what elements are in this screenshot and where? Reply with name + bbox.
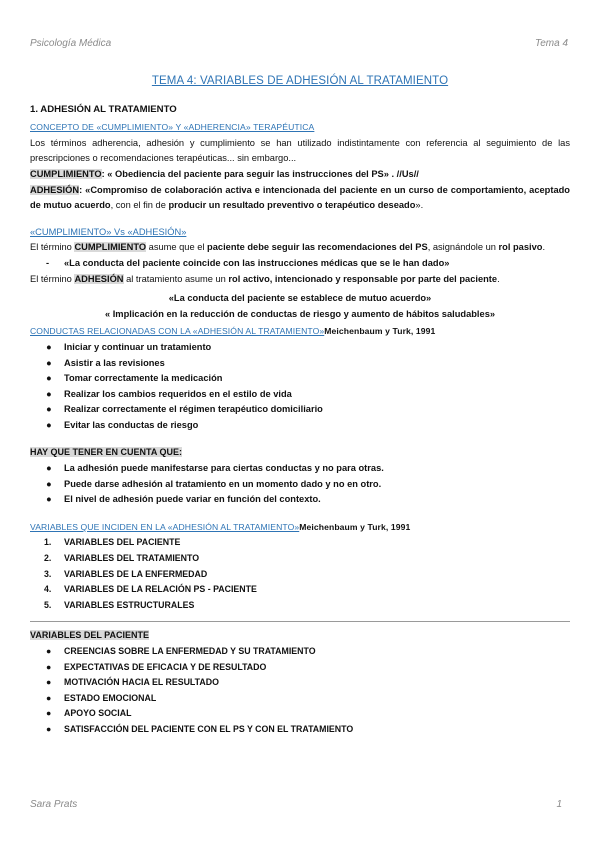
header-subject: Psicología Médica [30,38,112,49]
variables-heading: VARIABLES QUE INCIDEN EN LA «ADHESIÓN AL TRATAMIENTO» [30,521,300,532]
versus-bold-text: rol activo, intencionado y responsable por parte del paciente [228,273,498,284]
bullet-marker: ● [46,341,52,352]
versus-text: . [542,242,546,253]
cumplimiento-definition [30,167,570,183]
versus-text: al tratamiento asume un [123,273,229,284]
list-item [30,706,570,722]
list-item [30,340,570,356]
list-item [30,675,570,691]
conductas-list [30,340,570,434]
bullet-marker: ● [46,494,52,505]
concept-heading: CONCEPTO DE «CUMPLIMIENTO» Y «ADHERENCIA» TERAPÉUTICA [30,122,315,133]
quote-implication: « Implicación en la reducción de conductas de riesgo y aumento de hábitos saludables» [104,308,496,319]
footer-author: Sara Prats [30,799,78,810]
list-item-text: Realizar correctamente el régimen terapéutico domiciliario [64,404,323,415]
versus-text: . [497,273,500,284]
dash-marker: - [46,257,50,268]
list-item-text: CREENCIAS SOBRE LA ENFERMEDAD Y SU TRATAMIENTO [64,646,316,656]
list-item [30,660,570,676]
versus-text: asume que el [146,242,208,253]
page-number: 1 [556,799,562,810]
list-number: 2. [44,553,52,564]
list-item-text: Puede darse adhesión al tratamiento en un momento dado y no en otro. [64,478,382,489]
dash-text: «La conducta del paciente coincide con las instrucciones médicas que se le han dado» [64,257,450,268]
list-item-text: VARIABLES DE LA RELACIÓN PS - PACIENTE [64,584,257,595]
header-topic: Tema 4 [535,38,568,49]
versus-text: El término [30,273,75,284]
list-item [30,402,570,418]
bullet-marker: ● [46,373,52,384]
adhesion-label: ADHESIÓN [30,184,80,195]
list-item [30,387,570,403]
bullet-marker: ● [46,692,52,703]
bullet-marker: ● [46,661,52,672]
conductas-author: Meichenbaum y Turk, 1991 [324,326,436,337]
versus-bold-text: rol pasivo [498,242,543,253]
list-item-text: APOYO SOCIAL [64,708,132,719]
adhesion-def-part3: producir un resultado preventivo o terapéutico deseado [168,200,416,211]
list-number: 3. [44,568,52,579]
list-item [30,644,570,660]
list-item [30,582,570,598]
paciente-heading-line [30,628,570,644]
conductas-heading: CONDUCTAS RELACIONADAS CON LA «ADHESIÓN AL TRATAMIENTO» [30,326,325,337]
bullet-marker: ● [46,419,52,430]
cumplimiento-def: : « Obediencia del paciente para seguir las instrucciones del PS» . //Us// [101,168,419,179]
versus-cumplimiento-label: CUMPLIMIENTO [74,242,147,253]
list-number: 5. [44,599,52,610]
bullet-marker: ● [46,463,52,474]
variables-list [30,535,570,613]
page-title: TEMA 4: VARIABLES DE ADHESIÓN AL TRATAMIENTO [151,75,449,87]
list-item [30,551,570,567]
tener-heading: HAY QUE TENER EN CUENTA QUE: [30,447,183,458]
list-item-text: Iniciar y continuar un tratamiento [64,341,212,352]
versus-line-cumplimiento [30,240,570,256]
list-item [30,461,570,477]
section-heading: 1. ADHESIÓN AL TRATAMIENTO [30,103,177,115]
paciente-list [30,644,570,738]
versus-heading: «CUMPLIMIENTO» Vs «ADHESIÓN» [30,226,187,237]
paciente-heading: VARIABLES DEL PACIENTE [30,630,150,641]
bullet-marker: ● [46,388,52,399]
list-item-text: MOTIVACIÓN HACIA EL RESULTADO [64,677,219,688]
bullet-marker: ● [46,677,52,688]
bullet-marker: ● [46,404,52,415]
list-item-text: Asistir a las revisiones [64,357,165,368]
list-item [30,567,570,583]
bullet-marker: ● [46,357,52,368]
bullet-marker: ● [46,478,52,489]
list-item [30,371,570,387]
list-item [30,418,570,434]
versus-adhesion-label: ADHESIÓN [74,273,124,284]
list-item [30,535,570,551]
list-item [30,722,570,738]
adhesion-definition [30,183,570,214]
list-item-text: ESTADO EMOCIONAL [64,692,157,703]
versus-text: El término [30,242,75,253]
list-item [30,598,570,614]
bullet-marker: ● [46,646,52,656]
quote-mutual-agreement: «La conducta del paciente se establece de mutuo acuerdo» [168,293,432,304]
list-item [30,477,570,493]
list-item-text: Evitar las conductas de riesgo [64,419,199,430]
adhesion-def-part4: ». [415,200,424,211]
conductas-heading-line [30,324,570,340]
tener-heading-line [30,445,570,461]
variables-heading-line [30,520,570,536]
list-item-text: La adhesión puede manifestarse para ciertas conductas y no para otras. [64,463,384,474]
versus-dash-item [30,256,570,272]
list-item-text: SATISFACCIÓN DEL PACIENTE CON EL PS Y CON EL TRATAMIENTO [64,723,354,734]
document-body [30,74,570,738]
list-number: 4. [44,584,52,595]
tener-list [30,461,570,508]
list-item-text: Realizar los cambios requeridos en el estilo de vida [64,388,292,399]
list-item-text: VARIABLES DEL TRATAMIENTO [64,553,200,564]
concept-text: Los términos adherencia, adhesión y cumplimiento se han utilizado indistintamente con referencia al seguimiento de las prescripciones o recomendaciones terapéuticas... sin embargo... [30,137,570,164]
bullet-marker: ● [46,723,52,734]
cumplimiento-label: CUMPLIMIENTO [30,168,102,179]
versus-text: , asignándole un [427,242,499,253]
list-item-text: Tomar correctamente la medicación [64,373,223,384]
variables-author: Meichenbaum y Turk, 1991 [299,521,411,532]
list-item [30,691,570,707]
adhesion-def-part2: , con el fin de [110,200,169,211]
list-number: 1. [44,537,52,548]
section-divider [30,621,570,622]
list-item-text: EXPECTATIVAS DE EFICACIA Y DE RESULTADO [64,661,267,672]
list-item-text: VARIABLES ESTRUCTURALES [64,599,195,610]
adhesion-def-part1: : «Compromiso de colaboración activa e intencionada del paciente en un curso de comportamiento, aceptado de mutuo acuerdo [30,184,570,211]
versus-line-adhesion [30,272,570,288]
bullet-marker: ● [46,708,52,719]
list-item [30,356,570,372]
versus-bold-text: paciente debe seguir las recomendaciones del PS [207,242,428,253]
list-item [30,492,570,508]
list-item-text: VARIABLES DEL PACIENTE [64,537,181,548]
list-item-text: El nivel de adhesión puede variar en función del contexto. [64,494,321,505]
list-item-text: VARIABLES DE LA ENFERMEDAD [64,568,208,579]
